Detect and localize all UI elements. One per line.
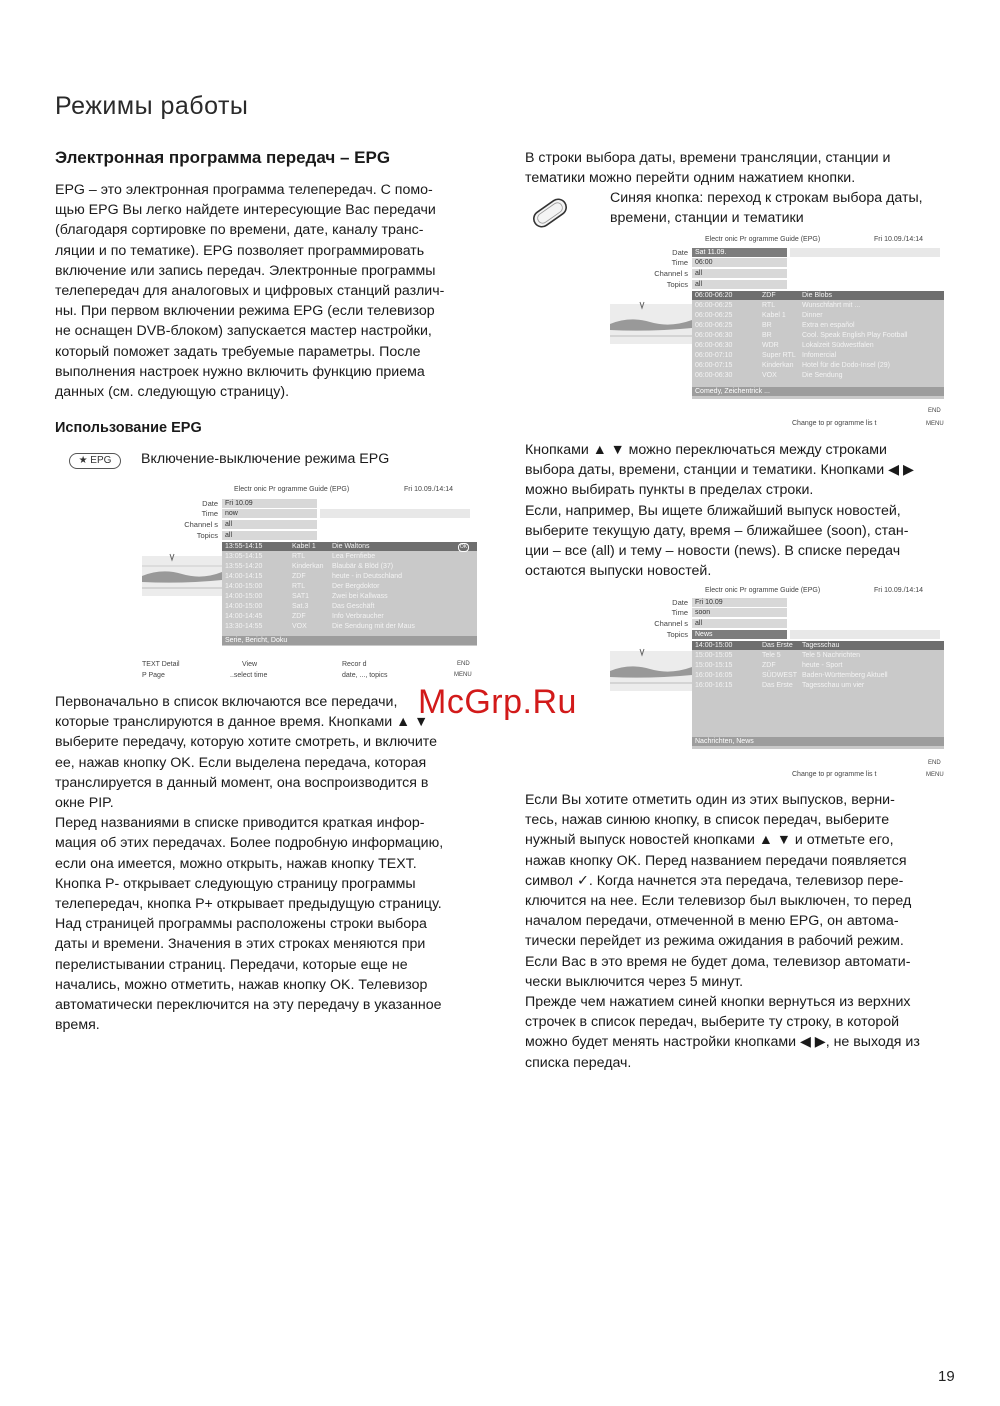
row-title: Tagesschau um vier [802,682,865,689]
time-field-extension [320,509,470,518]
row-channel: Das Erste [762,642,793,649]
row-channel: SÜDWEST [762,672,797,679]
programme-row [222,592,477,601]
programme-row [222,602,477,611]
epg-screen-2 [610,236,950,431]
right-mid-paragraph [525,440,965,581]
topics-field-extension [790,630,940,639]
right-end-line: нажав кнопку OK. Перед названием передачи появляется [525,852,907,869]
row-title: heute - Sport [802,662,843,669]
row-channel: VOX [762,372,777,379]
pip-preview-image [142,548,222,600]
body-line: ее, нажав кнопку OK. Если выделена передача, которая [55,754,427,771]
ok-icon: OK [459,544,468,550]
page-title: Режимы работы [55,92,249,120]
right-end-line: списка передач. [525,1054,632,1071]
channels-field: all [692,619,787,628]
row-title: Cool. Speak English Play Football [802,332,908,339]
footer-menu-label: MENU [926,772,944,778]
row-channel: RTL [292,553,306,560]
row-title: Info Verbraucher [332,613,384,620]
row-time: 13:55-14:15 [225,543,263,550]
footer-detail-label: Detail [161,661,180,668]
row-time: 15:00-15:15 [695,662,733,669]
right-end-line: можно будет менять настройки кнопками ◀ ▶, не выходя из [525,1034,920,1051]
pip-preview-image [610,643,692,695]
blue-caption-line: Синяя кнопка: переход к строкам выбора даты, [610,190,923,206]
programme-row [692,351,944,360]
date-label: Date [672,248,688,257]
epg-clock: Fri 10.09./14:14 [404,486,454,493]
row-title: Die Waltons [332,543,370,550]
epg-screen-title: Electr onic Pr ogramme Guide (EPG) [234,486,350,493]
right-end-line: Если Вас в это время не будет дома, телевизор автомати- [525,953,911,970]
intro-line: EPG – это электронная программа телепередач. С помо- [55,182,433,198]
row-time: 16:00-16:05 [695,672,733,679]
time-field: now [222,509,317,518]
row-channel: VOX [292,623,307,630]
row-channel: RTL [762,302,776,309]
intro-line: телепередач для аналоговых и цифровых станций различ- [55,283,445,300]
blue-button-icon [528,198,572,228]
programme-row [222,562,477,571]
programme-row [692,361,944,370]
right-mid-line: выберите текущую дату, время – ближайшее (soon), стан- [525,522,909,539]
row-channel: Kinderkan [762,362,794,369]
epg-screen-3 [610,587,950,782]
right-end-line: Прежде чем нажатием синей кнопки вернуться из верхних [525,994,911,1011]
watermark: McGrp.Ru [418,683,577,721]
programme-row [692,661,944,670]
epg-clock: Fri 10.09./14:14 [874,236,924,243]
right-intro [525,148,965,188]
row-time: 06:00-06:25 [695,302,733,309]
genre-bar [222,636,477,645]
topics-field: all [222,531,317,540]
pip-preview-image [610,296,692,348]
programme-row [222,582,477,591]
row-title: Die Sendung mit der Maus [332,623,415,630]
programme-row [692,341,944,350]
date-label: Date [672,598,688,607]
programme-list [692,291,944,399]
row-channel: BR [762,332,772,339]
row-channel: WDR [762,342,779,349]
footer-change-label: Change to pr ogramme lis t [792,771,877,778]
footer-end-label: END [928,408,941,414]
genre-text: Serie, Bericht, Doku [225,637,288,644]
body-line: телепередач, кнопка P+ открывает предыдущую страницу. [55,896,442,913]
genre-text: Comedy, Zeichentrick ... [695,388,770,395]
programme-row [222,572,477,581]
row-title: Tele 5 Nachrichten [802,652,860,659]
programme-row [222,552,477,561]
programme-list [692,641,944,749]
row-title: heute - in Deutschland [332,573,403,580]
epg-screen-title: Electr onic Pr ogramme Guide (EPG) [705,236,821,243]
topics-field: News [692,630,787,639]
time-label: Time [671,608,688,617]
row-title: Zwei bei Kallwass [332,593,388,600]
channels-label: Channel s [654,619,688,628]
subheading-using-epg: Использование EPG [55,420,202,436]
row-channel: RTL [292,583,306,590]
row-title: Dinner [802,312,823,319]
body-line: начались, можно отметить, нажав кнопку OK. Телевизор [55,976,428,993]
row-title: Lokalzeit Südwestfalen [802,342,874,349]
epg-button-caption: Включение-выключение режима EPG [141,451,390,467]
right-intro-line: В строки выбора даты, времени трансляции, станции и [525,150,891,166]
body-line: мация об этих передачах. Более подробную информацию, [55,835,444,852]
body-line: которые транслируются в данное время. Кнопками ▲ ▼ [55,714,429,731]
row-time: 06:00-07:15 [695,362,733,369]
footer-menu-label: MENU [926,421,944,427]
row-channel: ZDF [292,573,306,580]
genre-bar [692,387,944,396]
body-line: даты и времени. Значения в этих строках меняются при [55,936,426,953]
row-title: Hotel für die Dodo-Insel (29) [802,362,890,369]
body-line: если она имеется, можно открыть, нажав кнопку TEXT. [55,855,417,872]
time-label: Time [671,258,688,267]
body-line: транслируется в данный момент, она воспроизводится в [55,774,429,791]
intro-line: включение или запись передач. Электронные программы [55,262,436,279]
intro-line: который поможет задать требуемые параметры. После [55,343,421,360]
intro-line: ны. При первом включении режима EPG (если телевизор [55,303,435,320]
intro-line: (благодаря сортировке по времени, дате, каналу транс- [55,222,424,239]
row-time: 14:00-15:00 [225,593,263,600]
intro-paragraph [55,180,475,402]
row-time: 14:00-15:00 [225,583,263,590]
row-time: 16:00-16:15 [695,682,733,689]
row-time: 15:00-15:05 [695,652,733,659]
epg-clock: Fri 10.09./14:14 [874,587,924,594]
row-title: Infomercial [802,352,837,359]
programme-row-selected [692,291,944,300]
row-title: Baden-Württemberg Aktuell [802,672,888,679]
footer-date-topics-label: date, ..., topics [342,672,388,679]
programme-row [692,311,944,320]
intro-line: щью EPG Вы легко найдете интересующие Вас передачи [55,202,436,219]
right-end-line: символ ✓. Когда начнется эта передача, телевизор пере- [525,872,904,889]
footer-change-label: Change to pr ogramme lis t [792,420,877,427]
right-end-line: нужный выпуск новостей кнопками ▲ ▼ и отметьте его, [525,832,894,849]
channels-field: all [222,520,317,529]
body-line: перелистывании страниц. Передачи, которые еще не [55,956,408,973]
programme-row [692,671,944,680]
row-channel: Kabel 1 [762,312,786,319]
programme-row [692,331,944,340]
programme-row [222,622,477,631]
row-time: 06:00-06:20 [695,292,733,299]
footer-record-label: Recor d [342,661,367,668]
footer-view-label: View [242,661,258,668]
right-mid-line: выбора даты, времени, станции и тематики. Кнопками ◀ ▶ [525,462,914,479]
body-line: Кнопка P- открывает следующую страницу программы [55,875,416,892]
row-time: 14:00-14:45 [225,613,263,620]
row-channel: Das Erste [762,682,793,689]
footer-end-label: END [457,661,470,667]
right-end-line: ключится на нее. Если телевизор был выключен, то перед [525,893,912,910]
row-title: Lea Fernfiebe [332,553,376,560]
programme-list [222,542,477,646]
epg-screen-title: Electr onic Pr ogramme Guide (EPG) [705,587,821,594]
right-end-line: тесь, нажав синюю кнопку, в список передач, выберите [525,812,890,829]
row-title: Blaubär & Blöd (37) [332,563,394,570]
programme-row [692,371,944,380]
row-time: 06:00-06:30 [695,342,733,349]
section-title: Электронная программа передач – EPG [55,148,391,167]
row-channel: SAT1 [292,593,309,600]
footer-menu-label: MENU [454,672,472,678]
genre-bar [692,737,944,746]
row-title: Die Sendung [802,372,843,379]
row-channel: Kabel 1 [292,543,316,550]
footer-end-label: END [928,760,941,766]
row-time: 06:00-06:30 [695,372,733,379]
programme-row [692,681,944,690]
programme-row [692,651,944,660]
body-line: Перед названиями в списке приводится краткая инфор- [55,815,425,832]
right-end-line: началом передачи, отмеченной в меню EPG, он автома- [525,913,899,930]
page-number: 19 [938,1368,955,1385]
programme-row-selected [692,641,944,650]
blue-caption-line: времени, станции и тематики [610,210,804,227]
row-time: 06:00-06:25 [695,322,733,329]
topics-field: all [692,280,787,289]
footer-select-time-label: ..select time [230,672,268,679]
channels-field: all [692,269,787,278]
right-mid-line: остаются выпуски новостей. [525,563,712,580]
row-time: 06:00-06:25 [695,312,733,319]
row-time: 13:30-14:55 [225,623,263,630]
right-mid-line: ции – все (all) и тему – новости (news). В списке передач [525,543,901,560]
intro-line: ляции и по тематике). EPG позволяет программировать [55,242,425,259]
body-line: время. [55,1017,100,1034]
programme-row [692,321,944,330]
footer-page: P Page [142,672,165,679]
row-time: 13:05-14:15 [225,553,263,560]
row-channel: ZDF [762,292,776,299]
programme-row [222,612,477,621]
topics-label: Topics [666,280,688,289]
date-field: Fri 10.09 [222,499,317,508]
row-title: Der Bergdoktor [332,583,380,590]
right-intro-line: тематики можно перейти одним нажатием кнопки. [525,170,856,187]
row-time: 14:00-15:00 [225,603,263,610]
date-field: Fri 10.09 [692,598,787,607]
intro-line: не оснащен DVB-блоком) запускается мастер настройки, [55,323,432,340]
date-label: Date [202,499,218,508]
epg-screen-1 [142,486,482,681]
row-channel: ZDF [762,662,776,669]
row-time: 06:00-07:10 [695,352,733,359]
channels-label: Channel s [184,520,218,529]
right-mid-line: можно выбирать пункты в пределах строки. [525,482,814,499]
topics-label: Topics [666,630,688,639]
row-title: Tagesschau [802,642,840,649]
body-line: Над страницей программы расположены строки выбора [55,916,427,933]
date-field: Sat 11.09. [692,248,787,257]
right-end-line: строчек в список передач, выберите ту строку, в которой [525,1014,900,1031]
body-line: Первоначально в список включаются все передачи, [55,694,398,710]
row-channel: Tele 5 [762,652,781,659]
blue-button-caption [610,188,970,228]
row-title: Extra en español [802,322,855,329]
right-end-line: Если Вы хотите отметить один из этих выпусков, верни- [525,792,895,808]
row-channel: ZDF [292,613,306,620]
right-mid-line: Если, например, Вы ищете ближайший выпуск новостей, [525,502,901,519]
body-line: автоматически переключится на эту передачу в указанное [55,997,442,1014]
row-time: 14:00-15:00 [695,642,733,649]
row-title: Das Geschäft [332,603,375,610]
row-time: 14:00-14:15 [225,573,263,580]
right-mid-line: Кнопками ▲ ▼ можно переключаться между строками [525,442,887,458]
row-channel: Sat.3 [292,603,309,610]
body-line: окне PIP. [55,795,114,812]
topics-label: Topics [196,531,218,540]
row-title: Die Blobs [802,292,832,299]
epg-usage-paragraph [55,692,480,1035]
time-field: 06:00 [692,258,787,267]
right-end-paragraph [525,790,970,1073]
right-end-line: тически перейдет из режима ожидания в рабочий режим. [525,933,904,950]
time-field: soon [692,608,787,617]
row-time: 13:55-14:20 [225,563,263,570]
genre-text: Nachrichten, News [695,738,754,745]
time-label: Time [201,509,218,518]
date-field-extension [790,248,940,257]
row-title: Wunschfahrt mit ... [802,302,861,309]
epg-button-icon: ★ EPG [69,453,121,469]
footer-detail: TEXT Detail [142,661,180,668]
programme-row-selected [222,542,477,551]
row-channel: Kinderkan [292,563,324,570]
programme-row [692,301,944,310]
intro-line: данных (см. следующую страницу). [55,384,290,401]
footer-page-label: Page [148,672,165,679]
row-channel: Super RTL [762,352,796,359]
intro-line: выполнения настроек нужно включить функцию приема [55,363,425,380]
body-line: выберите передачу, которую хотите смотреть, и включите [55,734,438,751]
row-time: 06:00-06:30 [695,332,733,339]
right-end-line: чески выключится через 5 минут. [525,973,744,990]
row-channel: BR [762,322,772,329]
channels-label: Channel s [654,269,688,278]
